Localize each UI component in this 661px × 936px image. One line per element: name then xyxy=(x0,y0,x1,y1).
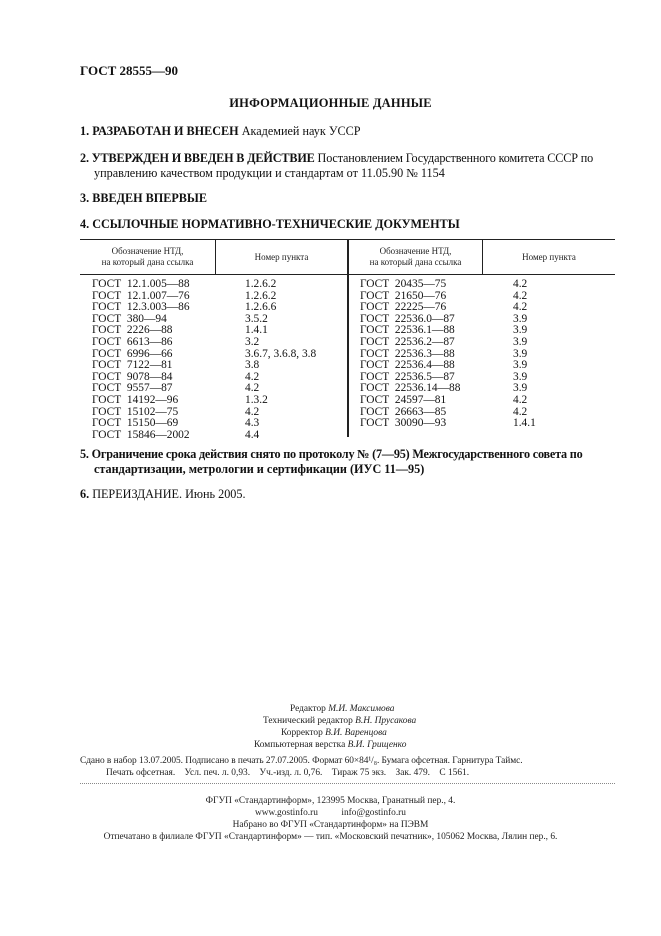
corrector-label: Корректор xyxy=(281,728,323,738)
header-designation-left: Обозначение НТД, на который дана ссылка xyxy=(101,246,194,267)
document-code: ГОСТ 28555—90 xyxy=(80,63,179,78)
table-cell-designation: ГОСТ 15846—2002 xyxy=(92,428,190,441)
table-cell-designation: ГОСТ 6613—86 xyxy=(92,335,173,348)
publisher-web: www.gostinfo.ru info@gostinfo.ru xyxy=(255,808,406,818)
table-cell-clause: 1.4.1 xyxy=(245,324,268,337)
table-cell-designation: ГОСТ 6996—66 xyxy=(92,347,173,360)
layout-name: В.И. Грищенко xyxy=(347,740,407,750)
info-item-1 xyxy=(80,124,615,139)
publisher-line1: ФГУП «Стандартинформ», 123995 Москва, Гранатный пер., 4. xyxy=(205,796,456,806)
corrector-line xyxy=(281,727,387,739)
item-heading: УТВЕРЖДЕН И ВВЕДЕН В ДЕЙСТВИЕ xyxy=(91,151,315,165)
table-cell-designation: ГОСТ 22536.2—87 xyxy=(360,335,455,348)
table-cell-designation: ГОСТ 9078—84 xyxy=(92,370,173,383)
table-cell-clause: 3.9 xyxy=(513,359,528,372)
table-cell-clause: 1.4.1 xyxy=(513,417,536,430)
table-cell-clause: 1.2.6.6 xyxy=(245,301,277,314)
table-cell-clause: 4.2 xyxy=(513,301,528,314)
item-text: ПЕРЕИЗДАНИЕ. Июнь 2005. xyxy=(89,487,246,501)
layout-label: Компьютерная верстка xyxy=(254,740,346,750)
item-number: 5. xyxy=(80,447,89,461)
table-cell-designation: ГОСТ 24597—81 xyxy=(360,393,447,406)
item-number: 6. xyxy=(80,487,90,501)
table-cell-designation: ГОСТ 7122—81 xyxy=(92,359,173,372)
item-text-line2: управлению качеством продукции и стандартам от 11.05.90 № 1154 xyxy=(94,166,445,180)
info-item-4 xyxy=(80,217,615,232)
corrector-name: В.И. Варенцова xyxy=(325,728,387,738)
tech-editor-label: Технический редактор xyxy=(263,716,353,726)
table-cell-clause: 4.2 xyxy=(245,405,260,418)
print-details-line2: Печать офсетная. Усл. печ. л. 0,93. Уч.-изд. л. 0,76. Тираж 75 экз. Зак. 479. С 1561. xyxy=(106,768,470,778)
item-number: 3. xyxy=(80,191,90,205)
item-heading: ССЫЛОЧНЫЕ НОРМАТИВНО-ТЕХНИЧЕСКИЕ ДОКУМЕНТЫ xyxy=(92,217,460,231)
table-cell-clause: 3.9 xyxy=(513,370,528,383)
table-cell-designation: ГОСТ 22225—76 xyxy=(360,301,447,314)
section-title: ИНФОРМАЦИОННЫЕ ДАННЫЕ xyxy=(229,96,432,110)
table-cell-clause: 3.6.7, 3.6.8, 3.8 xyxy=(245,347,317,360)
editor-label: Редактор xyxy=(290,704,326,714)
table-cell-clause: 1.2.6.2 xyxy=(245,289,277,302)
table-cell-clause: 3.5.2 xyxy=(245,312,268,325)
table-cell-clause: 1.2.6.2 xyxy=(245,278,277,290)
header-clause-right: Номер пункта xyxy=(522,252,576,262)
table-cell-designation: ГОСТ 22536.0—87 xyxy=(360,312,455,325)
table-cell-clause: 3.2 xyxy=(245,335,260,348)
item-number: 4. xyxy=(80,217,90,231)
left-designations xyxy=(92,279,190,441)
table-cell-designation: ГОСТ 22536.3—88 xyxy=(360,347,455,360)
right-designations xyxy=(360,279,460,430)
tech-editor-name: В.Н. Прусакова xyxy=(355,716,417,726)
publisher-line3: Набрано во ФГУП «Стандартинформ» на ПЭВМ xyxy=(232,820,429,830)
table-cell-clause: 4.2 xyxy=(513,278,528,290)
table-cell-designation: ГОСТ 9557—87 xyxy=(92,382,173,395)
references-table xyxy=(80,239,615,441)
item-number: 1. xyxy=(80,124,90,138)
table-cell-clause: 4.3 xyxy=(245,417,260,430)
item-text: Постановлением Государственного комитета СССР по xyxy=(314,151,594,165)
table-cell-designation: ГОСТ 15102—75 xyxy=(92,405,179,418)
table-cell-clause: 3.9 xyxy=(513,312,528,325)
info-item-3 xyxy=(80,191,615,206)
table-cell-designation: ГОСТ 12.3.003—86 xyxy=(92,301,190,314)
table-cell-clause: 3.9 xyxy=(513,335,528,348)
table-cell-designation: ГОСТ 20435—75 xyxy=(360,278,447,290)
tech-editor-line xyxy=(263,715,416,727)
table-cell-clause: 4.2 xyxy=(513,393,528,406)
table-cell-clause: 4.4 xyxy=(245,428,260,441)
print-details-line1: Сдано в набор 13.07.2005. Подписано в печать 27.07.2005. Формат 60×84¹/₈. Бумага офсетная. Гарнитура Таймс. xyxy=(80,756,523,766)
table-cell-designation: ГОСТ 380—94 xyxy=(92,312,167,325)
left-clauses xyxy=(245,279,316,441)
table-cell-designation: ГОСТ 14192—96 xyxy=(92,393,179,406)
table-cell-clause: 3.9 xyxy=(513,324,528,337)
table-cell-designation: ГОСТ 22536.4—88 xyxy=(360,359,455,372)
editor-name: М.И. Максимова xyxy=(328,704,395,714)
item-text-line2: стандартизации, метрологии и сертификации (ИУС 11—95) xyxy=(94,462,425,476)
info-item-2 xyxy=(80,151,615,181)
table-cell-clause: 4.2 xyxy=(513,289,528,302)
item-text: Академией наук УССР xyxy=(238,124,361,138)
layout-line xyxy=(254,739,406,751)
table-cell-designation: ГОСТ 26663—85 xyxy=(360,405,447,418)
table-cell-clause: 3.9 xyxy=(513,382,528,395)
table-cell-designation: ГОСТ 22536.5—87 xyxy=(360,370,455,383)
table-cell-designation: ГОСТ 12.1.007—76 xyxy=(92,289,190,302)
item-heading: ВВЕДЕН ВПЕРВЫЕ xyxy=(92,191,208,205)
table-cell-clause: 3.8 xyxy=(245,359,260,372)
item-number: 2. xyxy=(80,151,89,165)
table-middle-divider xyxy=(347,239,348,437)
table-cell-designation: ГОСТ 22536.1—88 xyxy=(360,324,455,337)
info-item-6 xyxy=(80,487,615,502)
item-text: Ограничение срока действия снято по протоколу № (7—95) Межгосударственного совета по xyxy=(88,447,583,461)
table-cell-clause: 4.2 xyxy=(513,405,528,418)
editor-line xyxy=(290,703,394,715)
table-cell-designation: ГОСТ 21650—76 xyxy=(360,289,447,302)
table-cell-designation: ГОСТ 22536.14—88 xyxy=(360,382,461,395)
right-clauses xyxy=(513,279,536,430)
item-heading: РАЗРАБОТАН И ВНЕСЕН xyxy=(92,124,239,138)
table-cell-designation: ГОСТ 12.1.005—88 xyxy=(92,278,190,290)
header-clause-left: Номер пункта xyxy=(254,252,309,262)
table-cell-designation: ГОСТ 2226—88 xyxy=(92,324,173,337)
table-cell-designation: ГОСТ 30090—93 xyxy=(360,417,447,430)
table-cell-designation: ГОСТ 15150—69 xyxy=(92,417,179,430)
info-item-5 xyxy=(80,447,615,477)
table-cell-clause: 1.3.2 xyxy=(245,393,268,406)
table-cell-clause: 4.2 xyxy=(245,382,260,395)
publisher-line4: Отпечатано в филиале ФГУП «Стандартинформ» — тип. «Московский печатник», 105062 Москва, Лялин пер., 6. xyxy=(103,832,558,842)
separator xyxy=(80,783,615,785)
header-designation-right: Обозначение НТД, на который дана ссылка xyxy=(369,246,462,267)
table-cell-clause: 4.2 xyxy=(245,370,260,383)
table-cell-clause: 3.9 xyxy=(513,347,528,360)
